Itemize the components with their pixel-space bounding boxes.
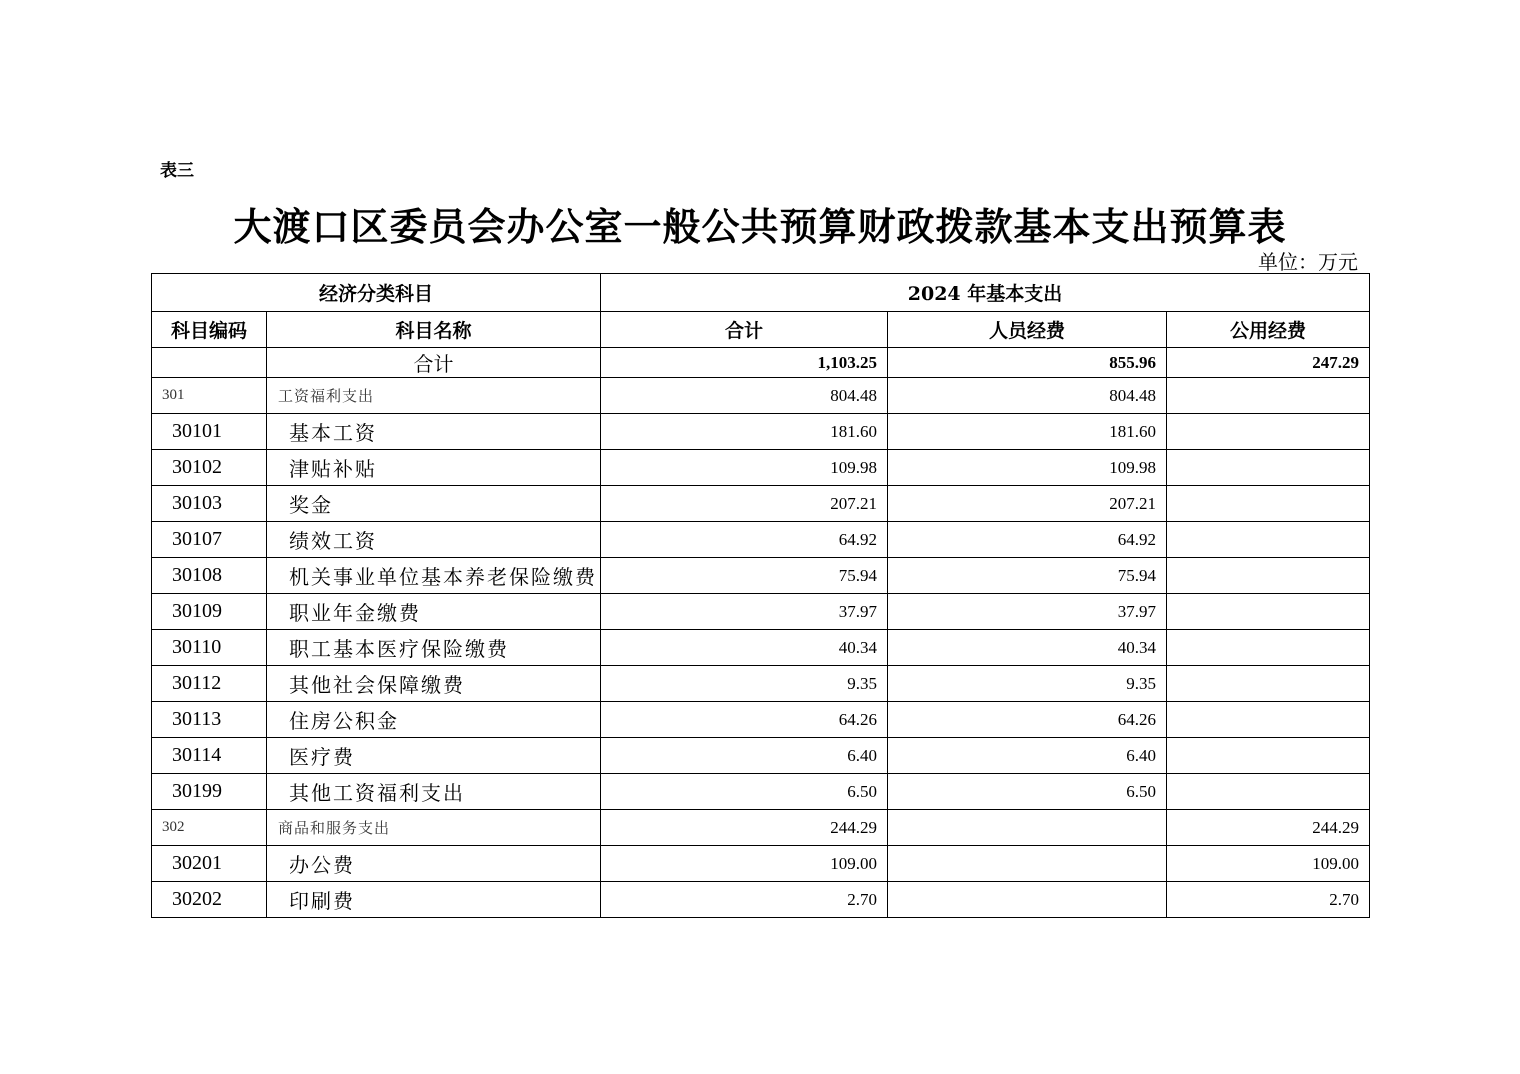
- table-row: [152, 414, 1370, 450]
- row-code-cell: 30109: [152, 594, 267, 630]
- row-personnel-cell: 40.34: [888, 630, 1167, 666]
- row-name-cell: 职工基本医疗保险缴费: [267, 630, 601, 666]
- budget-table: [151, 273, 1370, 918]
- row-public-cell: [1167, 558, 1370, 594]
- row-name-cell: 其他社会保障缴费: [267, 666, 601, 702]
- table-row: [152, 882, 1370, 918]
- header-personnel: 人员经费: [888, 312, 1167, 348]
- row-personnel-cell: 109.98: [888, 450, 1167, 486]
- row-total-cell: 6.50: [601, 774, 888, 810]
- table-number-label: 表三: [160, 161, 194, 181]
- row-public-cell: 2.70: [1167, 882, 1370, 918]
- row-total-cell: 37.97: [601, 594, 888, 630]
- row-name-cell: 津贴补贴: [267, 450, 601, 486]
- row-code-cell: 30110: [152, 630, 267, 666]
- table-row: [152, 774, 1370, 810]
- row-public-cell: [1167, 738, 1370, 774]
- row-total-cell: 64.26: [601, 702, 888, 738]
- row-personnel-cell: 6.40: [888, 738, 1167, 774]
- header-row-2: [152, 312, 1370, 348]
- row-code-cell: 302: [152, 810, 267, 846]
- total-row: [152, 348, 1370, 378]
- row-total-cell: 6.40: [601, 738, 888, 774]
- row-public-cell: [1167, 594, 1370, 630]
- row-name-cell: 商品和服务支出: [267, 810, 601, 846]
- total-sum-cell: 1,103.25: [601, 348, 888, 378]
- table-row: [152, 558, 1370, 594]
- row-name-cell: 机关事业单位基本养老保险缴费: [267, 558, 601, 594]
- table-row: [152, 666, 1370, 702]
- row-code-cell: 301: [152, 378, 267, 414]
- row-personnel-cell: 75.94: [888, 558, 1167, 594]
- row-name-cell: 绩效工资: [267, 522, 601, 558]
- table-row: [152, 450, 1370, 486]
- row-personnel-cell: 6.50: [888, 774, 1167, 810]
- row-name-cell: 基本工资: [267, 414, 601, 450]
- row-name-cell: 医疗费: [267, 738, 601, 774]
- row-code-cell: 30199: [152, 774, 267, 810]
- row-personnel-cell: [888, 882, 1167, 918]
- total-code-cell: [152, 348, 267, 378]
- row-code-cell: 30108: [152, 558, 267, 594]
- row-public-cell: 244.29: [1167, 810, 1370, 846]
- table-row: [152, 846, 1370, 882]
- row-total-cell: 9.35: [601, 666, 888, 702]
- row-personnel-cell: 37.97: [888, 594, 1167, 630]
- row-personnel-cell: [888, 810, 1167, 846]
- row-public-cell: [1167, 774, 1370, 810]
- row-total-cell: 75.94: [601, 558, 888, 594]
- row-code-cell: 30202: [152, 882, 267, 918]
- table-row: [152, 810, 1370, 846]
- row-name-cell: 工资福利支出: [267, 378, 601, 414]
- row-code-cell: 30103: [152, 486, 267, 522]
- total-public-cell: 247.29: [1167, 348, 1370, 378]
- row-code-cell: 30101: [152, 414, 267, 450]
- row-code-cell: 30112: [152, 666, 267, 702]
- row-total-cell: 2.70: [601, 882, 888, 918]
- table-row: [152, 522, 1370, 558]
- header-total: 合计: [601, 312, 888, 348]
- header-public: 公用经费: [1167, 312, 1370, 348]
- row-name-cell: 职业年金缴费: [267, 594, 601, 630]
- table-row: [152, 594, 1370, 630]
- row-public-cell: 109.00: [1167, 846, 1370, 882]
- row-total-cell: 109.00: [601, 846, 888, 882]
- table-row: [152, 378, 1370, 414]
- row-name-cell: 奖金: [267, 486, 601, 522]
- row-public-cell: [1167, 414, 1370, 450]
- total-personnel-cell: 855.96: [888, 348, 1167, 378]
- budget-table-body: [152, 274, 1370, 918]
- row-name-cell: 印刷费: [267, 882, 601, 918]
- row-public-cell: [1167, 630, 1370, 666]
- row-total-cell: 109.98: [601, 450, 888, 486]
- row-personnel-cell: [888, 846, 1167, 882]
- row-personnel-cell: 181.60: [888, 414, 1167, 450]
- row-personnel-cell: 207.21: [888, 486, 1167, 522]
- row-public-cell: [1167, 486, 1370, 522]
- header-name: 科目名称: [267, 312, 601, 348]
- row-code-cell: 30114: [152, 738, 267, 774]
- row-total-cell: 64.92: [601, 522, 888, 558]
- row-code-cell: 30113: [152, 702, 267, 738]
- row-public-cell: [1167, 450, 1370, 486]
- header-econ-class: 经济分类科目: [152, 274, 601, 312]
- row-public-cell: [1167, 378, 1370, 414]
- row-name-cell: 办公费: [267, 846, 601, 882]
- row-public-cell: [1167, 702, 1370, 738]
- row-personnel-cell: 9.35: [888, 666, 1167, 702]
- row-public-cell: [1167, 666, 1370, 702]
- table-row: [152, 630, 1370, 666]
- row-name-cell: 住房公积金: [267, 702, 601, 738]
- row-public-cell: [1167, 522, 1370, 558]
- header-row-1: [152, 274, 1370, 312]
- row-personnel-cell: 64.26: [888, 702, 1167, 738]
- row-name-cell: 其他工资福利支出: [267, 774, 601, 810]
- row-total-cell: 804.48: [601, 378, 888, 414]
- row-personnel-cell: 804.48: [888, 378, 1167, 414]
- page-title: 大渡口区委员会办公室一般公共预算财政拨款基本支出预算表: [233, 204, 1287, 249]
- total-label-cell: 合计: [267, 348, 601, 378]
- table-row: [152, 702, 1370, 738]
- row-code-cell: 30107: [152, 522, 267, 558]
- table-row: [152, 738, 1370, 774]
- row-code-cell: 30201: [152, 846, 267, 882]
- row-total-cell: 244.29: [601, 810, 888, 846]
- row-personnel-cell: 64.92: [888, 522, 1167, 558]
- row-total-cell: 181.60: [601, 414, 888, 450]
- header-code: 科目编码: [152, 312, 267, 348]
- row-total-cell: 40.34: [601, 630, 888, 666]
- unit-label: 单位：万元: [1258, 250, 1358, 274]
- row-total-cell: 207.21: [601, 486, 888, 522]
- header-year-basic: 2024 年基本支出: [601, 274, 1370, 312]
- table-row: [152, 486, 1370, 522]
- row-code-cell: 30102: [152, 450, 267, 486]
